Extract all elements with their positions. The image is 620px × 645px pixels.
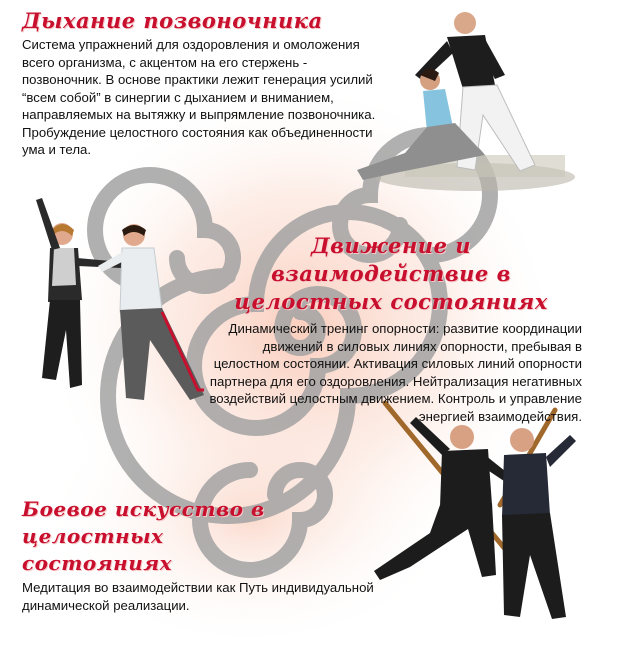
section-spine-breathing [22, 6, 382, 159]
section-title-line-1: Боевое искусство в целостных [22, 497, 265, 548]
section-title-line-1: Движение и взаимодействие в [271, 233, 511, 286]
section-text: Динамический тренинг опорности: развитие координации движений в силовых линиях опорности, пребывая в целостном состоянии. Активация силовых линий опорности партнера для его оздоровления. Нейтрализация негативных воздействий целостным движением. Контроль и управление энергией взаимодействия. [209, 321, 582, 424]
partner-movement-photo [22, 190, 222, 412]
section-title: Дыхание позвоночника [22, 8, 323, 33]
section-title-line-2: состояниях [22, 551, 173, 575]
section-martial-art [22, 496, 392, 614]
section-movement-interaction [200, 232, 582, 425]
section-text: Система упражнений для оздоровления и омоложения всего организма, с акцентом на его стержень - позвоночник. В основе практики лежит генерация усилий “всем собой” в синергии с дыханием и вниманием, направляемых на вытяжку и выпрямление позвоночника. Пробуждение целостного состояния как объединенности ума и тела. [22, 37, 376, 157]
stick-fighting-photo [370, 395, 590, 630]
section-title-line-2: целостных состояниях [234, 289, 548, 314]
section-text: Медитация во взаимодействии как Путь индивидуальной динамической реализации. [22, 580, 374, 613]
